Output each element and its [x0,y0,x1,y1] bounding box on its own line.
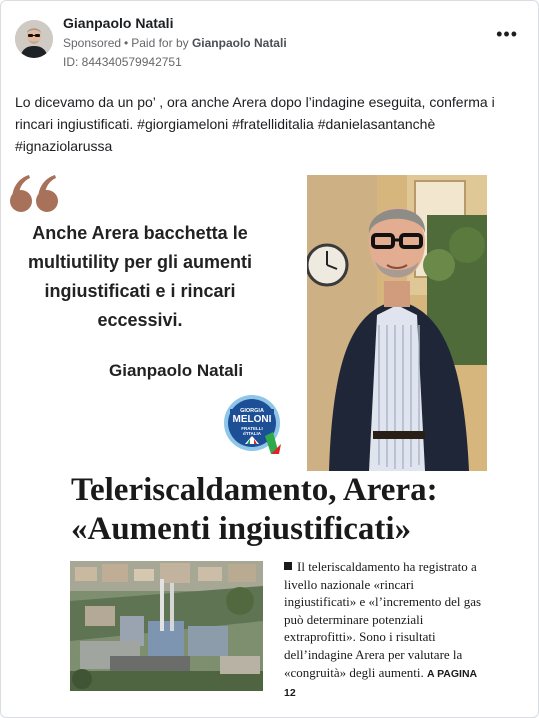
politician-photo [307,175,487,471]
logo-meloni: MELONI [232,414,272,425]
logo-giorgia: GIORGIA [240,408,264,414]
paid-for-prefix: Paid for by [131,36,189,50]
quote-author: Gianpaolo Natali [109,361,244,380]
sponsored-label: Sponsored [63,36,122,50]
more-options-icon: ••• [496,24,518,44]
quote-text: Anche Arera bacchetta le multiutility per gli aumenti ingiustificati e i rincari eccessivi. [27,223,252,330]
article-text: Il teleriscaldamento ha registrato a livello nazionale «rincari ingiustificati» e «l’incremento del gas può determinare potenziali extraprofitti». Sono i risultati dell’indagine Arera per valutare la «congruità» degli aumenti. [284,559,482,680]
bullet-square-icon [284,562,292,570]
ad-id: ID: 844340579942751 [63,55,182,69]
avatar[interactable] [15,20,53,58]
paid-for-name[interactable]: Gianpaolo Natali [191,36,287,50]
quote-mark-icon [9,173,61,213]
post-meta [63,36,287,50]
newspaper-headline [71,472,438,548]
author-name[interactable]: Gianpaolo Natali [63,15,174,31]
headline-line-2: «Aumenti ingiustificati» [71,511,412,547]
headline-line-1: Teleriscaldamento, Arera: [71,472,438,508]
more-options-button[interactable] [496,24,518,44]
logo-ditalia: d'ITALIA [243,431,261,436]
ad-creative-image[interactable] [1,163,538,711]
post-text: Lo dicevamo da un po’ , ora anche Arera dopo l’indagine eseguita, conferma i rincari ingiustificati. #giorgiameloni #fratelliditalia #danielasantanchè #ignaziolarussa [15,94,495,154]
logo-fratelli: FRATELLI [241,426,263,431]
article-summary [284,558,486,703]
fratelli-ditalia-logo [221,392,283,454]
separator-dot: • [124,36,129,50]
page-reference: A PAGINA 12 [284,667,477,700]
power-plant-photo [70,561,263,691]
profile-photo [15,20,53,58]
